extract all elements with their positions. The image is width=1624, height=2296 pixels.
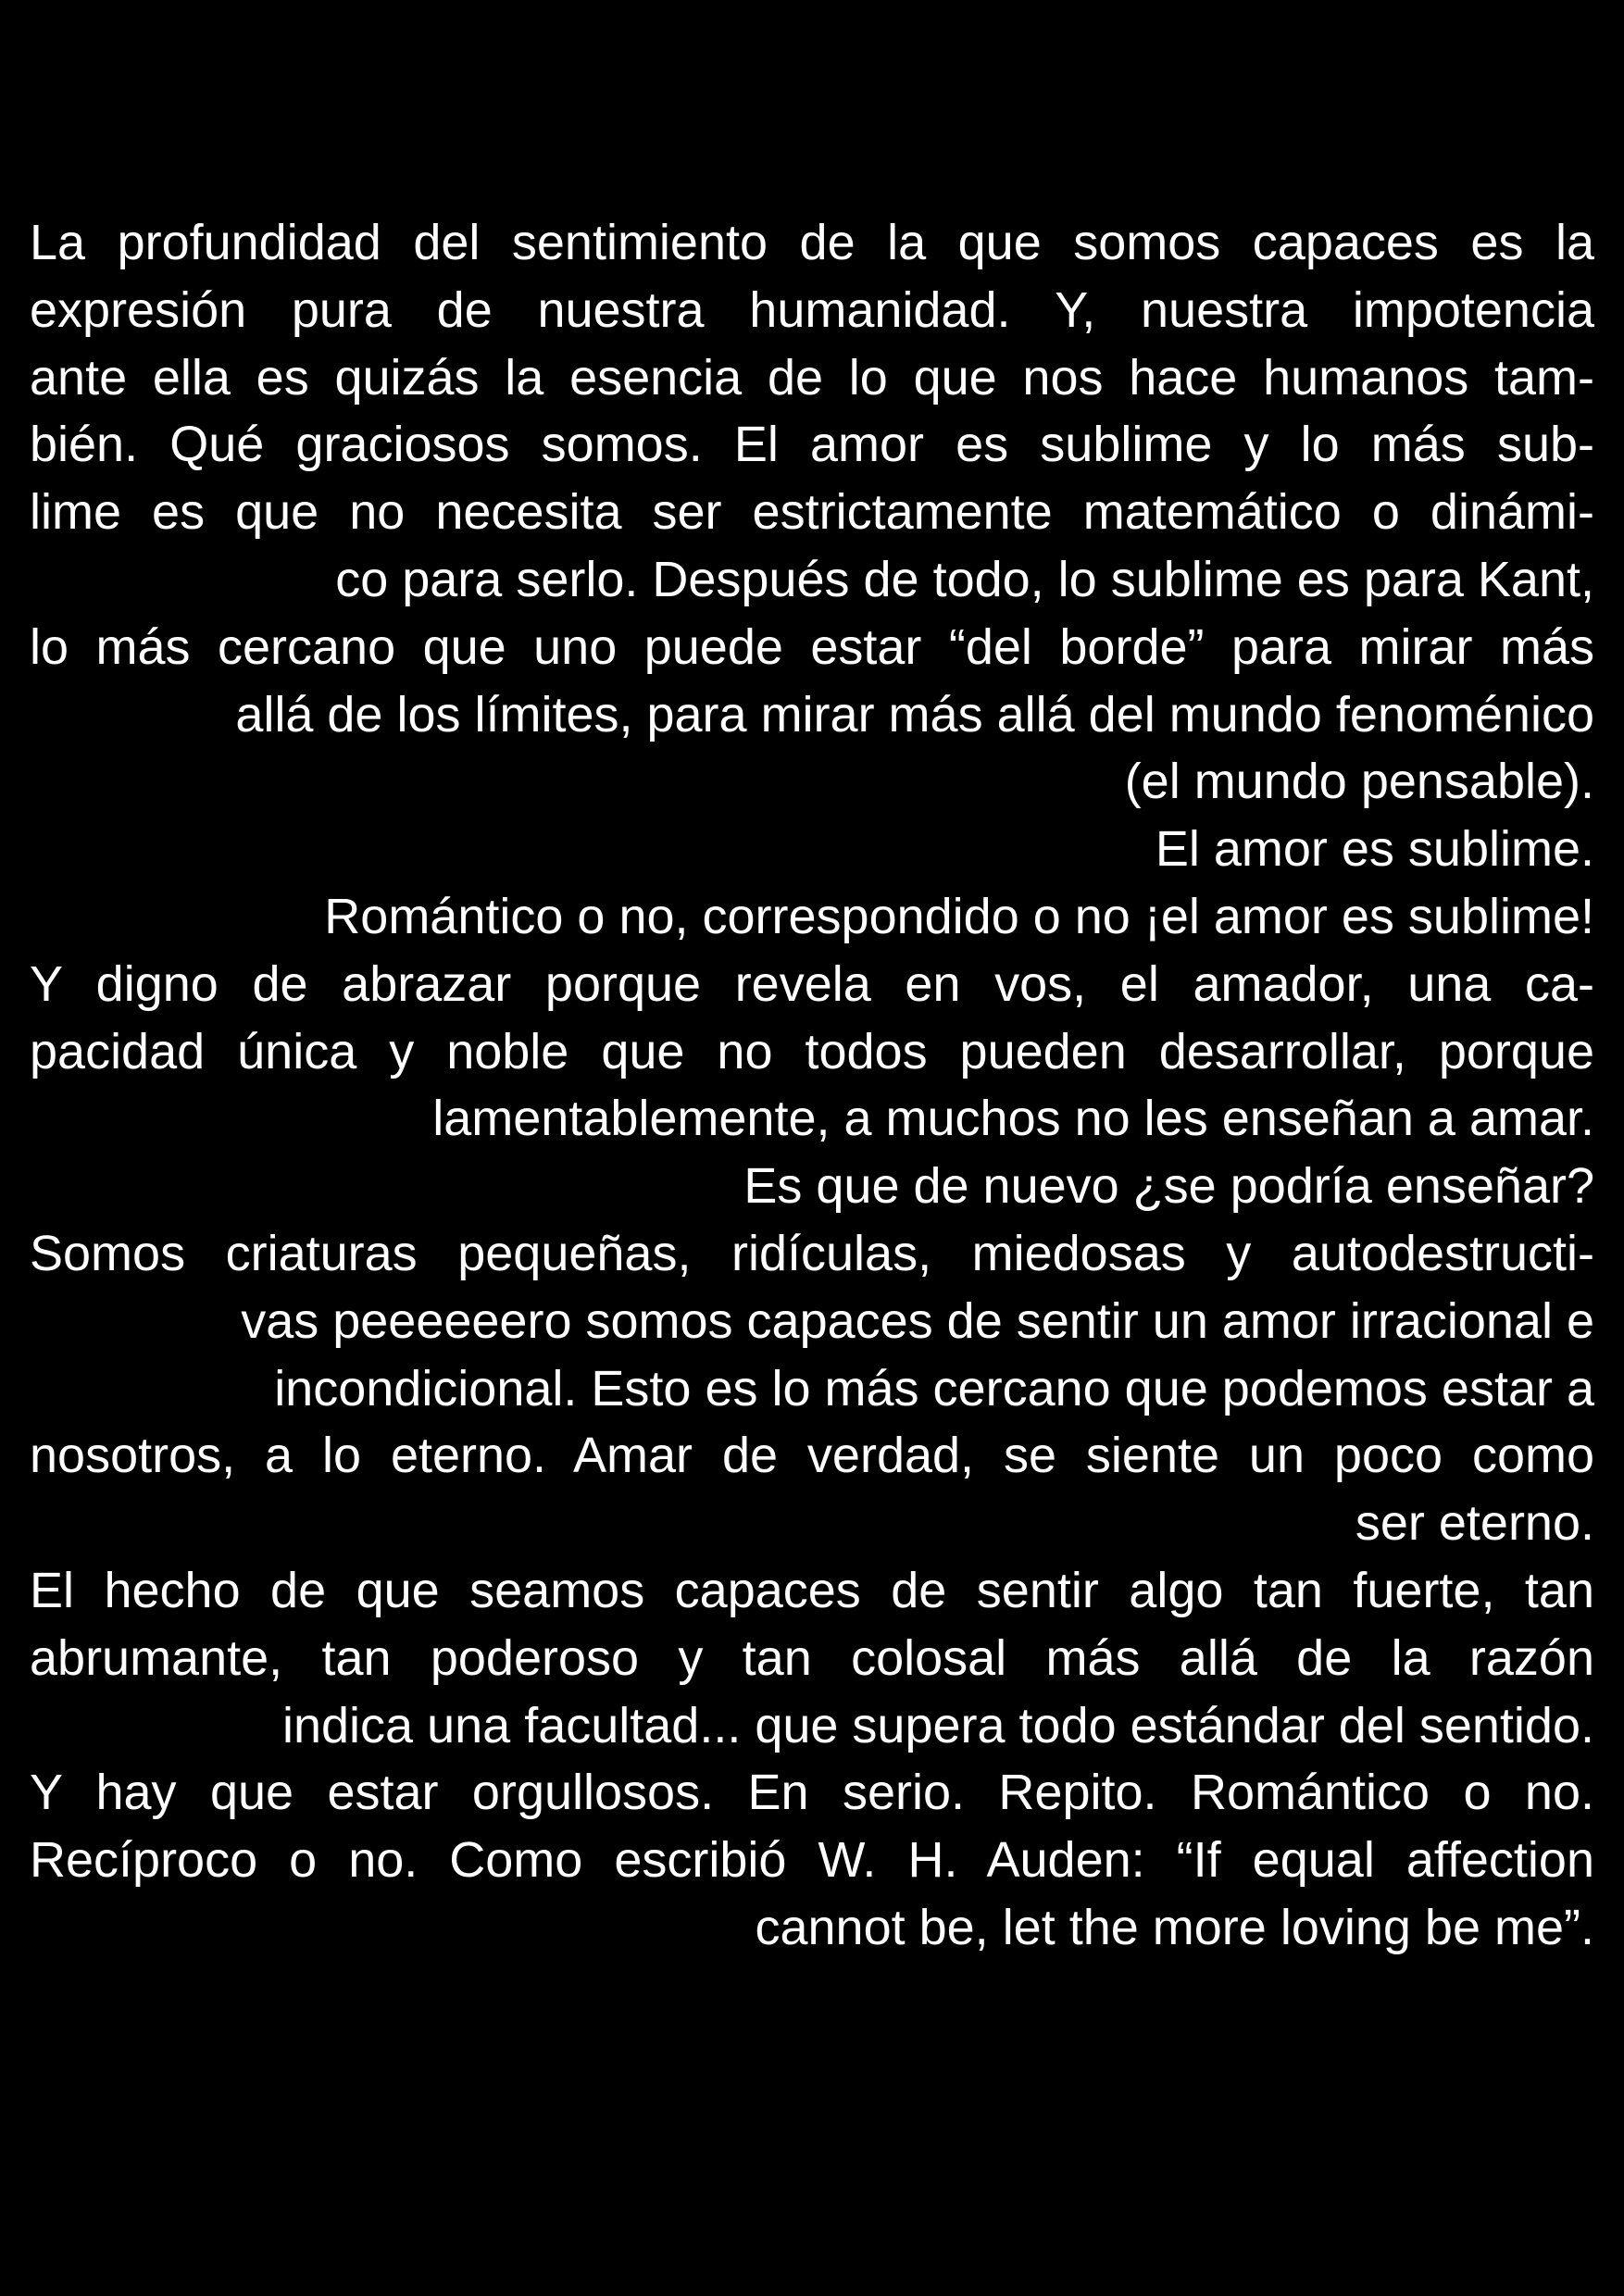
text-line: abrumante, tan poderoso y tan colosal más allá de la razón — [30, 1629, 1594, 1686]
text-line: nosotros, a lo eterno. Amar de verdad, se siente un poco como — [30, 1428, 1594, 1484]
text-line: (el mundo pensable). — [1124, 754, 1594, 810]
text-line: Recíproco o no. Como escribió W. H. Auden: “If equal affection — [30, 1832, 1594, 1889]
text-line: lime es que no necesita ser estrictamente matemático o dinámi- — [30, 484, 1594, 541]
text-line: allá de los límites, para mirar más allá del mundo fenoménico — [235, 686, 1594, 742]
text-line: La profundidad del sentimiento de la que somos capaces es la — [30, 215, 1594, 270]
text-line: ser eterno. — [1355, 1495, 1594, 1552]
text-line: lamentablemente, a muchos no les enseñan a amar. — [432, 1091, 1594, 1147]
text-line: Romántico o no, correspondido o no ¡el amor es sublime! — [324, 888, 1594, 944]
text-line: cannot be, let the more loving be me”. — [755, 1899, 1594, 1955]
text-line: Es que de nuevo ¿se podría enseñar? — [743, 1158, 1594, 1215]
text-line: indica una facultad... que supera todo estándar del sentido. — [282, 1697, 1594, 1753]
text-line: vas peeeeeero somos capaces de sentir un amor irracional e — [241, 1292, 1594, 1349]
text-line: pacidad única y noble que no todos pueden desarrollar, porque — [30, 1023, 1594, 1079]
text-line: El hecho de que seamos capaces de sentir algo tan fuerte, tan — [30, 1562, 1594, 1618]
text-line: El amor es sublime. — [1155, 821, 1594, 878]
text-line: Y hay que estar orgullosos. En serio. Repito. Romántico o no. — [30, 1765, 1594, 1821]
text-line: co para serlo. Después de todo, lo sublime es para Kant, — [335, 551, 1594, 607]
text-line: ante ella es quizás la esencia de lo que nos hace humanos tam- — [30, 349, 1594, 406]
text-line: expresión pura de nuestra humanidad. Y, nuestra impotencia — [30, 281, 1594, 338]
document-text — [30, 209, 1594, 1962]
text-line: Y digno de abrazar porque revela en vos, el amador, una ca- — [30, 955, 1594, 1012]
text-line: Somos criaturas pequeñas, ridículas, miedosas y autodestructi- — [30, 1225, 1594, 1281]
text-line: lo más cercano que uno puede estar “del borde” para mirar más — [30, 618, 1594, 675]
text-line: bién. Qué graciosos somos. El amor es sublime y lo más sub- — [30, 417, 1594, 473]
text-line: incondicional. Esto es lo más cercano que podemos estar a — [274, 1360, 1594, 1416]
